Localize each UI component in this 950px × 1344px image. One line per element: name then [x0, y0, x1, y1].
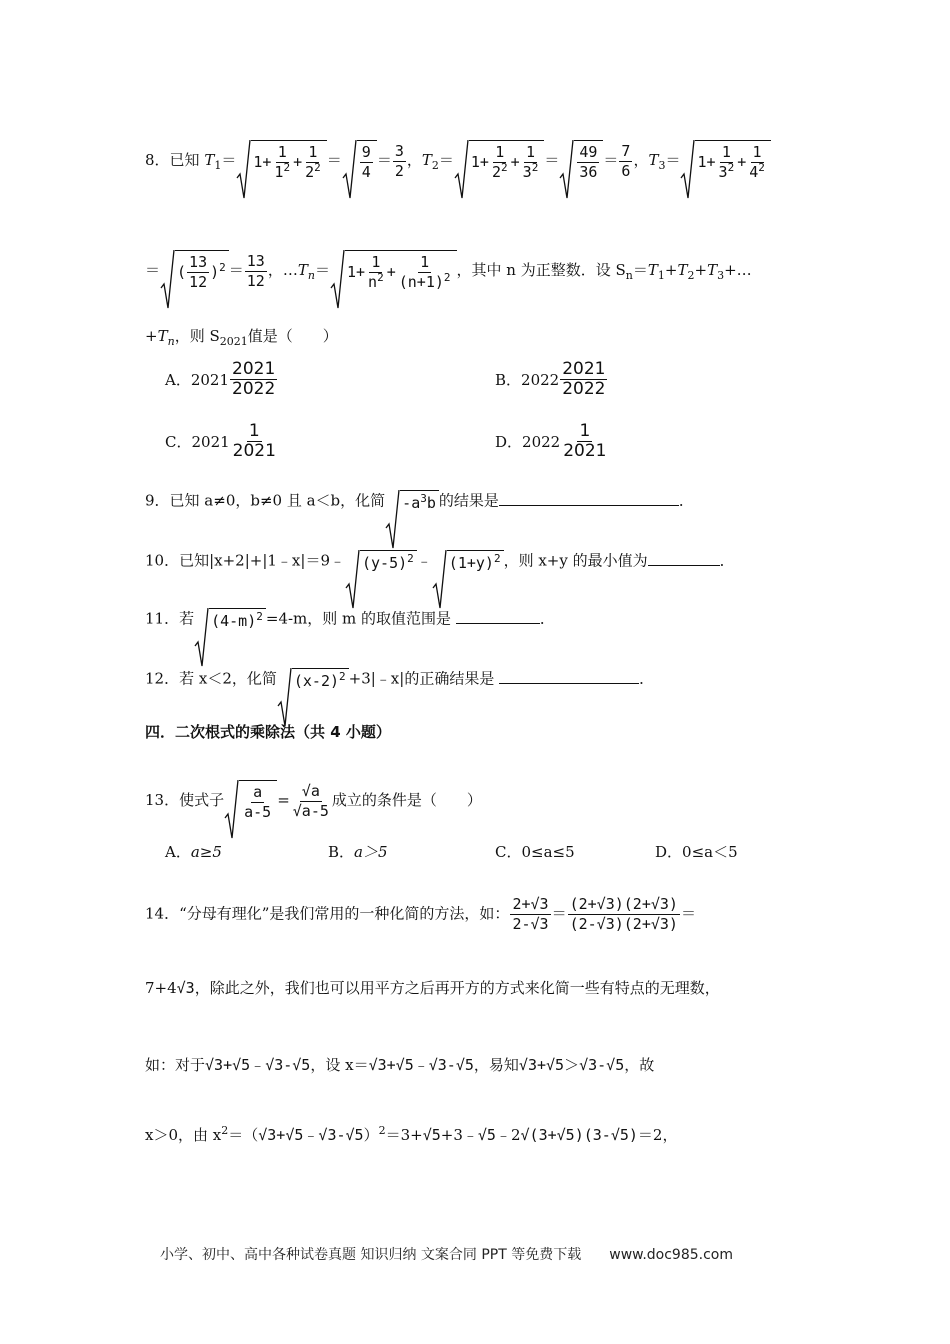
q8-line-2: ＝ ( $\frac{13}{12}$ )$^2$ ＝ $\frac{13}{12}$ ，$\dots T_n=$ 1+ $\frac{1}{n^2}$ + $\frac{1}{(n+1)^2}$ ，其中 n 为正整数．设 $S_n=T_1+T_2+T_3+\dots$ — [145, 250, 752, 292]
q11-answer-blank[interactable] — [456, 609, 540, 624]
q13: 13．使式子 $\frac{a}{a-5}$ = $\frac{√a}{√a-5}$ 成立的条件是（ ） — [145, 780, 482, 822]
q8-option-b[interactable]: B． 2022 $\frac{2021}{2022}$ — [495, 359, 606, 399]
q10: 10．已知|x+2|+|1﹣x|＝9﹣ $(y-5)^2$ ﹣ $(1+y)^2$ ，则 x+y 的最小值为 ． — [145, 550, 735, 573]
q14-line-2: 7+4√3，除此之外，我们也可以用平方之后再开方的方式来化简一些有特点的无理数， — [145, 979, 720, 997]
q14-line-4: x＞0，由 $x^2=(√3+√5﹣√3-√5)^2=3+√5+3﹣√5﹣2√(3+√5)(3-√5)=2$， — [145, 1124, 678, 1144]
q11: 11．若 $(4-m)^2 =4-m$，则 m 的取值范围是 ． — [145, 608, 555, 631]
q8-option-c[interactable]: C． 2021 $\frac{1}{2021}$ — [165, 421, 276, 461]
sqrt-t1: 1+ $\frac{1}{1^2}$ + $\frac{1}{2^2}$ — [236, 140, 326, 182]
q9-prefix: 9．已知 a≠0，b≠0 且 a＜b，化简 — [145, 491, 386, 510]
q13-option-b[interactable]: B．a＞5 — [328, 843, 388, 861]
q14-line-3: 如：对于√3+√5﹣√3-√5，设 x＝√3+√5﹣√3-√5，易知√3+√5＞√3-√5，故 — [145, 1056, 655, 1074]
q8-line-3: $+T_n$，则 $S_{2021}$值是（ ） — [145, 327, 338, 348]
q9-answer-blank[interactable] — [499, 491, 679, 506]
footer-text: 小学、初中、高中各种试卷真题 知识归纳 文案合同 PPT 等免费下载 — [160, 1247, 582, 1263]
footer-link[interactable]: www.doc985.com — [609, 1247, 733, 1263]
page-footer — [160, 1244, 761, 1264]
q12-answer-blank[interactable] — [499, 669, 639, 684]
q8-option-d[interactable]: D． 2022 $\frac{1}{2021}$ — [495, 421, 607, 461]
q8-prefix: 8．已知 — [145, 151, 200, 169]
q9: 9．已知 a≠0，b≠0 且 a＜b，化简 $-a^3b$ 的结果是 ． — [145, 490, 694, 513]
q13-option-d[interactable]: D．0≤a＜5 — [655, 843, 738, 861]
q10-answer-blank[interactable] — [648, 551, 720, 566]
q13-option-c[interactable]: C．0≤a≤5 — [495, 843, 575, 861]
q8-question: ，则 S — [174, 327, 220, 345]
q8-line-1: 8．已知 $T_1=$ 1+ $\frac{1}{1^2}$ + $\frac{1}{2^2}$ ＝ $\frac{9}{4}$ ＝ $\frac{3}{2}$ ，$T_2=$ 1+ $\frac{1}{2^2}$ + $\frac{1}{3^2}$ ＝ $\frac{49}{36}$ ＝ $\frac{7}{6}$ ，$T_3=$ 1+ $\frac{1}{3^2}$ + $\frac{1}{4^2}$ — [145, 140, 771, 182]
q8-question-end: 值是（ ） — [247, 327, 338, 345]
q9-suffix: 的结果是 — [438, 491, 499, 510]
q14-line-1: 14．“分母有理化”是我们常用的一种化简的方法，如： $\frac{2+√3}{2-√3}$ ＝ $\frac{(2+√3)(2+√3)}{(2-√3)(2+√3)}$ ＝ — [145, 895, 696, 933]
section-heading: 四．二次根式的乘除法（共 4 小题） — [145, 723, 391, 741]
q8-option-a[interactable]: A． 2021 $\frac{2021}{2022}$ — [165, 359, 276, 399]
q8-intro-tail: ，其中 n 为正整数．设 S — [456, 261, 626, 279]
q13-option-a[interactable]: A．a≥5 — [165, 843, 222, 861]
q12: 12．若 x＜2，化简 $(x-2)^2$ +3|﹣x|的正确结果是 ． — [145, 668, 654, 691]
